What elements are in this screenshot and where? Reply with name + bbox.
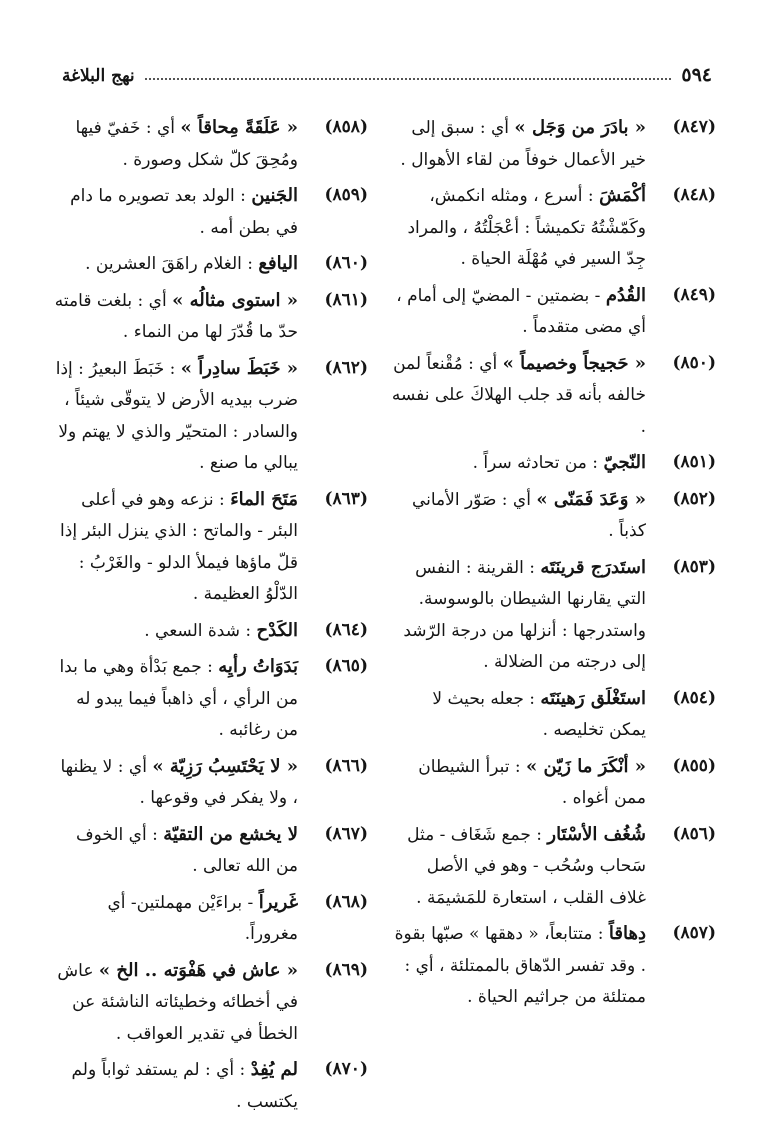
note-definition: : جعله بحيث لا يمكن تخليصه . [432, 688, 646, 740]
note-entry [391, 918, 716, 1014]
note-definition: : القرينة : النفس التي يقارنها الشيطان بالوسوسة. واستدرجها : أنزلها من درجة الرّشد إلى درجته من الضلالة . [403, 557, 646, 672]
note-term: « استوى مثالُه » [172, 289, 298, 311]
note-number: (٨٥٤) [672, 687, 716, 708]
note-definition: : تبرأ الشيطان ممن أغواه . [418, 756, 646, 808]
note-number: (٨٥٨) [324, 117, 368, 137]
note-term: لا يخشع من التقيّة [163, 823, 298, 845]
note-definition: أي : صَوّر الأماني كذباً . [411, 489, 646, 541]
note-term: « عَلَقَةً مِحاقاً » [180, 117, 298, 138]
note-definition: أي : خَفيّ فيها ومُحِقَ كلّ شكل وصورة . [75, 118, 298, 170]
note-entry [50, 248, 368, 281]
note-term: « لا يَحْتَسِبُ رَزِيّة » [152, 755, 298, 777]
note-term: الجَنين [251, 185, 298, 206]
note-entry [50, 651, 368, 747]
note-number: (٨٦٦) [324, 755, 368, 776]
note-term: بَدَوَاتُ رأيِه [218, 656, 298, 677]
note-number: (٨٦٢) [324, 357, 368, 378]
note-definition: : أسرع ، ومثله انكمش، وكَمّشْتُهُ تكميشاً : أعْجَلْتُهُ ، والمراد جِدّ السير في مُهْلَة الحياة . [407, 186, 646, 269]
note-number: (٨٦٠) [324, 253, 368, 273]
note-term: اليافع [258, 253, 298, 274]
note-entry [50, 751, 368, 815]
note-definition: أي : بلغت قامته حدّ ما قُدّرَ لها من النماء . [54, 290, 298, 342]
note-number: (٨٥١) [672, 452, 716, 472]
note-term: « خَبَطَ سادِراً » [180, 357, 298, 379]
note-term: « وَعَدَ فَمَنّى » [536, 488, 646, 510]
note-definition: أي : مُقْنعاً لمن خالفه بأنه قد جلب الهلاكَ على نفسه . [391, 353, 646, 437]
note-term: « عاش في هَفْوَته .. الخ » [98, 959, 298, 981]
note-definition: : جمع بَدْأة وهي ما بدا من الرأي ، أي ذاهباً فيما يبدو له من رغائبه . [59, 657, 298, 740]
note-term: لم يُفِدْ [250, 1059, 298, 1080]
note-term: دِهاقاً [608, 923, 646, 944]
note-entry [50, 484, 368, 611]
note-entry [50, 955, 368, 1051]
page-number: ٥٩٤ [681, 64, 712, 86]
note-entry [50, 112, 368, 176]
note-number: (٨٦١) [324, 289, 368, 310]
note-entry [391, 348, 716, 444]
note-term: أكْمَشَ [599, 185, 646, 206]
note-number: (٨٥٧) [672, 923, 716, 943]
note-number: (٨٥٣) [672, 556, 716, 577]
note-number: (٨٥٥) [672, 755, 716, 776]
note-entry [50, 819, 368, 883]
note-definition: : أي : لم يستفد ثواباً ولم يكتسب . [71, 1060, 298, 1112]
note-entry [391, 683, 716, 747]
note-number: (٨٥٩) [324, 185, 368, 205]
note-definition: : شدة السعي . [144, 620, 257, 641]
note-term: الكَدْح [256, 619, 298, 641]
note-definition: : نزعه وهو في أعلى البئر - والماتح : الذي ينزل البئر إذا قلّ ماؤها فيملأ الدلو - والغَرْبُ : الدّلْوُ العظيمة . [60, 489, 298, 604]
note-number: (٨٧٠) [324, 1059, 368, 1079]
note-definition: - بضمتين - المضيّ إلى أمام ، أي مضى متقدماً . [396, 285, 646, 337]
note-definition: عاش في أخطائه وخطيئاته الناشئة عن الخطأ في تقدير العواقب . [57, 960, 298, 1044]
note-definition: : أي الخوف من الله تعالى . [75, 824, 298, 876]
header-dotted-leader [145, 78, 672, 80]
note-entry [391, 280, 716, 344]
note-term: استَدرَج قرينَتَه [540, 556, 646, 578]
note-number: (٨٤٨) [672, 185, 716, 205]
note-number: (٨٥٢) [672, 488, 716, 509]
note-entry [50, 180, 368, 244]
note-term: استَغْلَق رَهينَتَه [540, 687, 646, 709]
note-number: (٨٦٥) [324, 656, 368, 676]
note-number: (٨٦٤) [324, 619, 368, 640]
note-entry [391, 180, 716, 276]
running-header [62, 60, 712, 86]
book-title: نهج البلاغة [62, 66, 135, 86]
note-number: (٨٥٦) [672, 823, 716, 844]
note-entry [391, 112, 716, 176]
note-number: (٨٤٧) [672, 117, 716, 137]
note-term: « حَجيجاً وخصيماً » [502, 352, 646, 374]
note-term: النّجيّ [603, 452, 646, 473]
note-term: شُغُف الأسْتَار [547, 823, 646, 845]
note-term: القُدُم [605, 284, 646, 306]
note-entry [50, 887, 368, 951]
note-term: غَريراً [258, 891, 298, 913]
note-definition: : خَبَطَ البعيرُ : إذا ضرب بيديه الأرض لا يتوقّى شيئاً ، والسادر : المتحيّر والذي لا يهتم ولا يبالي ما صنع . [55, 358, 298, 473]
note-number: (٨٦٣) [324, 488, 368, 509]
note-number: (٨٦٨) [324, 891, 368, 912]
note-definition: : من تحادثه سراً . [472, 453, 604, 473]
note-term: « بادَرَ من وَجَل » [514, 117, 646, 138]
note-entry [50, 353, 368, 480]
note-term: « أنْكَرَ ما زَيّن » [526, 755, 646, 777]
right-column-notes [391, 112, 716, 1018]
note-number: (٨٥٠) [672, 352, 716, 373]
note-entry [50, 1054, 368, 1118]
note-entry [391, 447, 716, 480]
note-definition: أي : لا يظنها ، ولا يفكر في وقوعها . [60, 756, 298, 808]
note-definition: : الولد بعد تصويره ما دام في بطن أمه . [70, 186, 298, 238]
note-definition: أي : سبق إلى خير الأعمال خوفاً من لقاء الأهوال . [400, 118, 646, 170]
note-entry [391, 484, 716, 548]
note-entry [391, 751, 716, 815]
note-entry [391, 552, 716, 679]
note-definition: : الغلام راهَقَ العشرين . [85, 254, 259, 274]
note-definition: : متتابعاً، « دهقها » صبّها بقوة . وقد تفسر الدّهاق بالممتلئة ، أي : ممتلئة من جراثيم الحياة . [394, 924, 646, 1007]
note-entry [50, 285, 368, 349]
note-number: (٨٤٩) [672, 284, 716, 305]
left-column-notes [50, 112, 368, 1122]
note-number: (٨٦٩) [324, 959, 368, 980]
note-entry [50, 615, 368, 648]
note-number: (٨٦٧) [324, 823, 368, 844]
note-definition: - براءَيْن مهملتين- أي مغروراً. [107, 892, 298, 944]
note-entry [391, 819, 716, 915]
note-term: مَتَحَ الماءَ [230, 488, 298, 510]
note-definition: : جمع شَغَاف - مثل سَحاب وسُحُب - وهو في الأصل غلاف القلب ، استعارة للمَشيمَة . [407, 824, 646, 908]
